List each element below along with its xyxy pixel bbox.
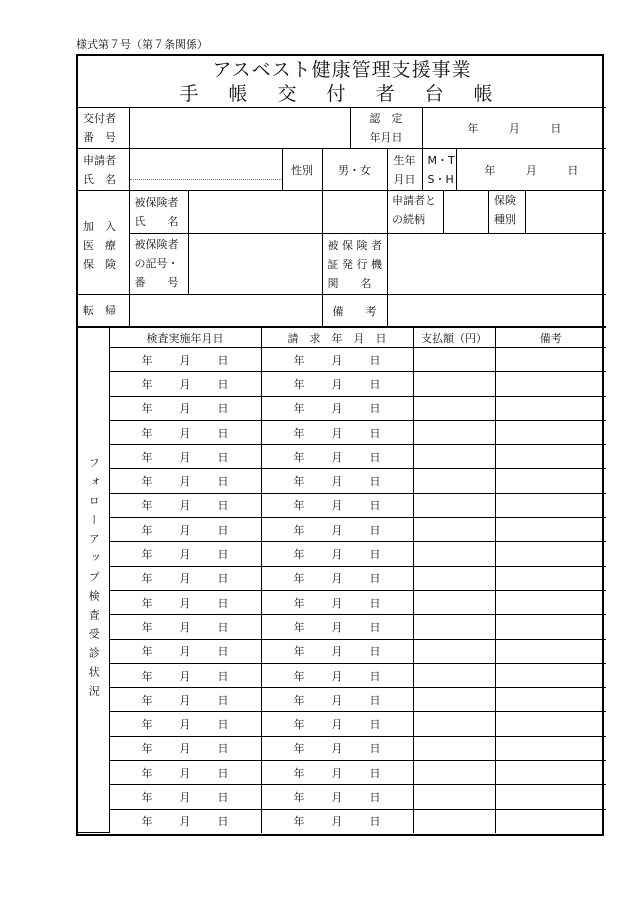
- claim-date-cell[interactable]: 年 月 日: [261, 348, 413, 372]
- remarks-cell[interactable]: [495, 712, 606, 736]
- remarks-cell[interactable]: [495, 348, 606, 372]
- exam-date-cell[interactable]: 年 月 日: [109, 348, 261, 372]
- claim-date-cell[interactable]: 年 月 日: [261, 663, 413, 687]
- remarks-cell[interactable]: [495, 590, 606, 614]
- claim-date-cell[interactable]: 年 月 日: [261, 566, 413, 590]
- payment-cell[interactable]: [413, 688, 495, 712]
- certification-date-label: 認 定 年月日: [350, 108, 422, 149]
- ledger-row: [78, 566, 606, 590]
- remarks-cell[interactable]: [495, 396, 606, 420]
- payment-cell[interactable]: [413, 445, 495, 469]
- insured-number-label: 被保険者 の記号・ 番 号: [130, 234, 189, 294]
- exam-date-cell[interactable]: 年 月 日: [109, 809, 261, 833]
- claim-date-cell[interactable]: 年 月 日: [261, 809, 413, 833]
- payment-cell[interactable]: [413, 493, 495, 517]
- ledger-row: [78, 348, 606, 372]
- header-payment: 支払額（円）: [413, 328, 495, 348]
- payment-cell[interactable]: [413, 372, 495, 396]
- ledger-row: [78, 590, 606, 614]
- remarks-cell[interactable]: [495, 372, 606, 396]
- claim-date-cell[interactable]: 年 月 日: [261, 396, 413, 420]
- remarks-cell[interactable]: [495, 469, 606, 493]
- claim-date-cell[interactable]: 年 月 日: [261, 493, 413, 517]
- claim-date-cell[interactable]: 年 月 日: [261, 372, 413, 396]
- remarks-cell[interactable]: [495, 542, 606, 566]
- payment-cell[interactable]: [413, 663, 495, 687]
- claim-date-cell[interactable]: 年 月 日: [261, 712, 413, 736]
- issue-number-field[interactable]: [129, 108, 350, 149]
- payment-cell[interactable]: [413, 469, 495, 493]
- issuer-label: 被 保 険 者 証 発 行 機 関 名: [322, 234, 387, 295]
- payment-cell[interactable]: [413, 736, 495, 760]
- remarks-cell[interactable]: [495, 639, 606, 663]
- remarks-cell[interactable]: [495, 688, 606, 712]
- birth-date-label: 生年 月日: [387, 149, 422, 191]
- remarks-cell[interactable]: [495, 736, 606, 760]
- issue-number-label: 交付者 番 号: [78, 108, 129, 149]
- payment-cell[interactable]: [413, 615, 495, 639]
- ledger-row: [78, 712, 606, 736]
- ledger-row: [78, 396, 606, 420]
- claim-date-cell[interactable]: 年 月 日: [261, 590, 413, 614]
- insured-name-field[interactable]: [189, 191, 322, 233]
- era-field[interactable]: M・T S・H: [422, 149, 456, 191]
- remarks-cell[interactable]: [495, 566, 606, 590]
- insurance-type-field[interactable]: [526, 191, 606, 233]
- exam-date-cell[interactable]: 年 月 日: [109, 712, 261, 736]
- outcome-field[interactable]: [129, 295, 322, 327]
- payment-cell[interactable]: [413, 566, 495, 590]
- payment-cell[interactable]: [413, 761, 495, 785]
- ledger-row: [78, 493, 606, 517]
- ledger-row: [78, 469, 606, 493]
- payment-cell[interactable]: [413, 348, 495, 372]
- payment-cell[interactable]: [413, 785, 495, 809]
- payment-cell[interactable]: [413, 590, 495, 614]
- exam-date-cell[interactable]: 年 月 日: [109, 785, 261, 809]
- ledger-row: [78, 761, 606, 785]
- insured-name-label: 被保険者 氏 名: [130, 191, 189, 233]
- ledger-row: [78, 639, 606, 663]
- exam-date-cell[interactable]: 年 月 日: [109, 542, 261, 566]
- exam-date-cell[interactable]: 年 月 日: [109, 469, 261, 493]
- ledger-row: [78, 688, 606, 712]
- insurance-type-label: 保険 種別: [489, 191, 526, 233]
- claim-date-cell[interactable]: 年 月 日: [261, 761, 413, 785]
- insured-number-field[interactable]: [189, 234, 322, 294]
- exam-date-cell[interactable]: 年 月 日: [109, 493, 261, 517]
- birth-date-field[interactable]: 年 月 日: [456, 149, 606, 191]
- ledger-row: [78, 736, 606, 760]
- title-line-2: 手 帳 交 付 者 台 帳: [179, 82, 505, 105]
- applicant-name-label: 申請者 氏 名: [78, 149, 129, 191]
- insured-number-cell: [129, 234, 322, 295]
- exam-date-cell[interactable]: 年 月 日: [109, 372, 261, 396]
- remarks-cell[interactable]: [495, 445, 606, 469]
- insured-name-extra[interactable]: [322, 191, 387, 234]
- exam-date-cell[interactable]: 年 月 日: [109, 420, 261, 444]
- ledger-row: [78, 542, 606, 566]
- claim-date-cell[interactable]: 年 月 日: [261, 420, 413, 444]
- exam-date-cell[interactable]: 年 月 日: [109, 445, 261, 469]
- exam-date-cell[interactable]: 年 月 日: [109, 761, 261, 785]
- claim-date-cell[interactable]: 年 月 日: [261, 518, 413, 542]
- remarks-field[interactable]: [387, 295, 606, 327]
- exam-date-cell[interactable]: 年 月 日: [109, 518, 261, 542]
- claim-date-cell[interactable]: 年 月 日: [261, 785, 413, 809]
- title-line-1: アスベスト健康管理支援事業: [212, 58, 472, 81]
- issuer-field[interactable]: [387, 234, 606, 295]
- header-exam-date: 検査実施年月日: [109, 328, 261, 348]
- remarks-cell[interactable]: [495, 615, 606, 639]
- claim-date-cell[interactable]: 年 月 日: [261, 469, 413, 493]
- exam-date-cell[interactable]: 年 月 日: [109, 590, 261, 614]
- exam-date-cell[interactable]: 年 月 日: [109, 615, 261, 639]
- ledger-row: [78, 518, 606, 542]
- form-title: [78, 56, 606, 108]
- ledger-row: [78, 445, 606, 469]
- payment-cell[interactable]: [413, 542, 495, 566]
- remarks-cell[interactable]: [495, 518, 606, 542]
- applicant-name-field[interactable]: [129, 149, 282, 191]
- remarks-cell[interactable]: [495, 761, 606, 785]
- header-claim-date: 請 求 年 月 日: [261, 328, 413, 348]
- remarks-label: 備 考: [322, 295, 387, 327]
- payment-cell[interactable]: [413, 420, 495, 444]
- sex-field[interactable]: 男・女: [322, 149, 387, 191]
- ledger-row: [78, 663, 606, 687]
- claim-date-cell[interactable]: 年 月 日: [261, 639, 413, 663]
- outcome-label: 転 帰: [78, 295, 129, 327]
- claim-date-cell[interactable]: 年 月 日: [261, 615, 413, 639]
- remarks-cell[interactable]: [495, 493, 606, 517]
- ledger-row: [78, 809, 606, 833]
- exam-date-cell[interactable]: 年 月 日: [109, 736, 261, 760]
- claim-date-cell[interactable]: 年 月 日: [261, 445, 413, 469]
- followup-side-label: フォローアップ検査受診状況: [78, 328, 109, 833]
- payment-cell[interactable]: [413, 518, 495, 542]
- form-identifier: 様式第７号（第７条関係）: [76, 38, 208, 51]
- followup-ledger: [78, 327, 606, 833]
- exam-date-cell[interactable]: 年 月 日: [109, 396, 261, 420]
- ledger-form: [76, 54, 604, 836]
- claim-date-cell[interactable]: 年 月 日: [261, 542, 413, 566]
- claim-date-cell[interactable]: 年 月 日: [261, 736, 413, 760]
- exam-date-cell[interactable]: 年 月 日: [109, 566, 261, 590]
- payment-cell[interactable]: [413, 809, 495, 833]
- payment-cell[interactable]: [413, 639, 495, 663]
- payment-cell[interactable]: [413, 712, 495, 736]
- relation-field[interactable]: [444, 191, 489, 233]
- remarks-cell[interactable]: [495, 663, 606, 687]
- relation-ins-type-cell: 申請者と の続柄 保険 種別: [422, 191, 606, 234]
- ledger-row: [78, 372, 606, 396]
- ledger-row: [78, 420, 606, 444]
- remarks-cell[interactable]: [495, 809, 606, 833]
- claim-date-cell[interactable]: 年 月 日: [261, 688, 413, 712]
- ledger-row: [78, 615, 606, 639]
- insured-name-cell: [129, 191, 322, 234]
- payment-cell[interactable]: [413, 396, 495, 420]
- remarks-cell[interactable]: [495, 785, 606, 809]
- remarks-cell[interactable]: [495, 420, 606, 444]
- header-remarks: 備考: [495, 328, 606, 348]
- certification-date-field[interactable]: 年 月 日: [422, 108, 606, 149]
- sex-label: 性別: [282, 149, 322, 191]
- exam-date-cell[interactable]: 年 月 日: [109, 663, 261, 687]
- applicant-info-table: [78, 56, 606, 327]
- exam-date-cell[interactable]: 年 月 日: [109, 639, 261, 663]
- ledger-row: [78, 785, 606, 809]
- insurance-group-label: 加 入 医 療 保 険: [78, 191, 129, 295]
- exam-date-cell[interactable]: 年 月 日: [109, 688, 261, 712]
